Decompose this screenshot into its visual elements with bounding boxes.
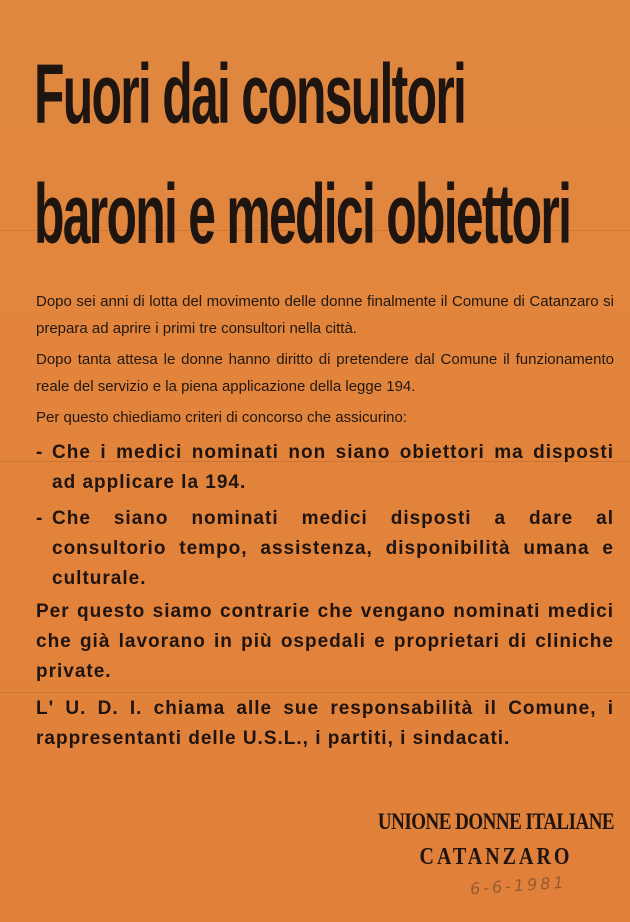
demand-paragraph: Dopo tanta attesa le donne hanno diritto di pretendere dal Comune il funzionamento reale del servizio e la piena applicazione della legge 194.: [36, 351, 614, 395]
bullet-item: [36, 438, 614, 498]
bullet-marker: -: [36, 508, 44, 529]
headline-line-1: Fuori dai consultori: [34, 47, 466, 142]
bullet-text: Che i medici nominati non siano obiettori ma disposti ad applicare la 194.: [52, 442, 614, 493]
bullet-text: Che siano nominati medici disposti a dare al consultorio tempo, assistenza, disponibilità umana e culturale.: [52, 508, 614, 589]
criteria-paragraph: Per questo chiediamo criteri di concorso che assicurino:: [36, 409, 408, 426]
bullet-marker: -: [36, 442, 44, 463]
signature-organization: UNIONE DONNE ITALIANE: [377, 809, 615, 835]
call-to-action-paragraph: L' U. D. I. chiama alle sue responsabilità il Comune, i rappresentanti delle U.S.L., i partiti, i sindacati.: [36, 698, 614, 749]
paper-fold: [0, 692, 630, 693]
headline-line-2: baroni e medici obiettori: [34, 167, 571, 262]
opposition-paragraph: Per questo siamo contrarie che vengano nominati medici che già lavorano in più ospedali e proprietari di cliniche private.: [36, 601, 614, 682]
intro-paragraph: Dopo sei anni di lotta del movimento delle donne finalmente il Comune di Catanzaro si prepara ad aprire i primi tre consultori nella città.: [36, 293, 614, 337]
bullet-item: [36, 504, 614, 594]
signature-city: CATANZARO: [419, 843, 573, 871]
handwritten-date: 6-6-1981: [469, 872, 568, 899]
